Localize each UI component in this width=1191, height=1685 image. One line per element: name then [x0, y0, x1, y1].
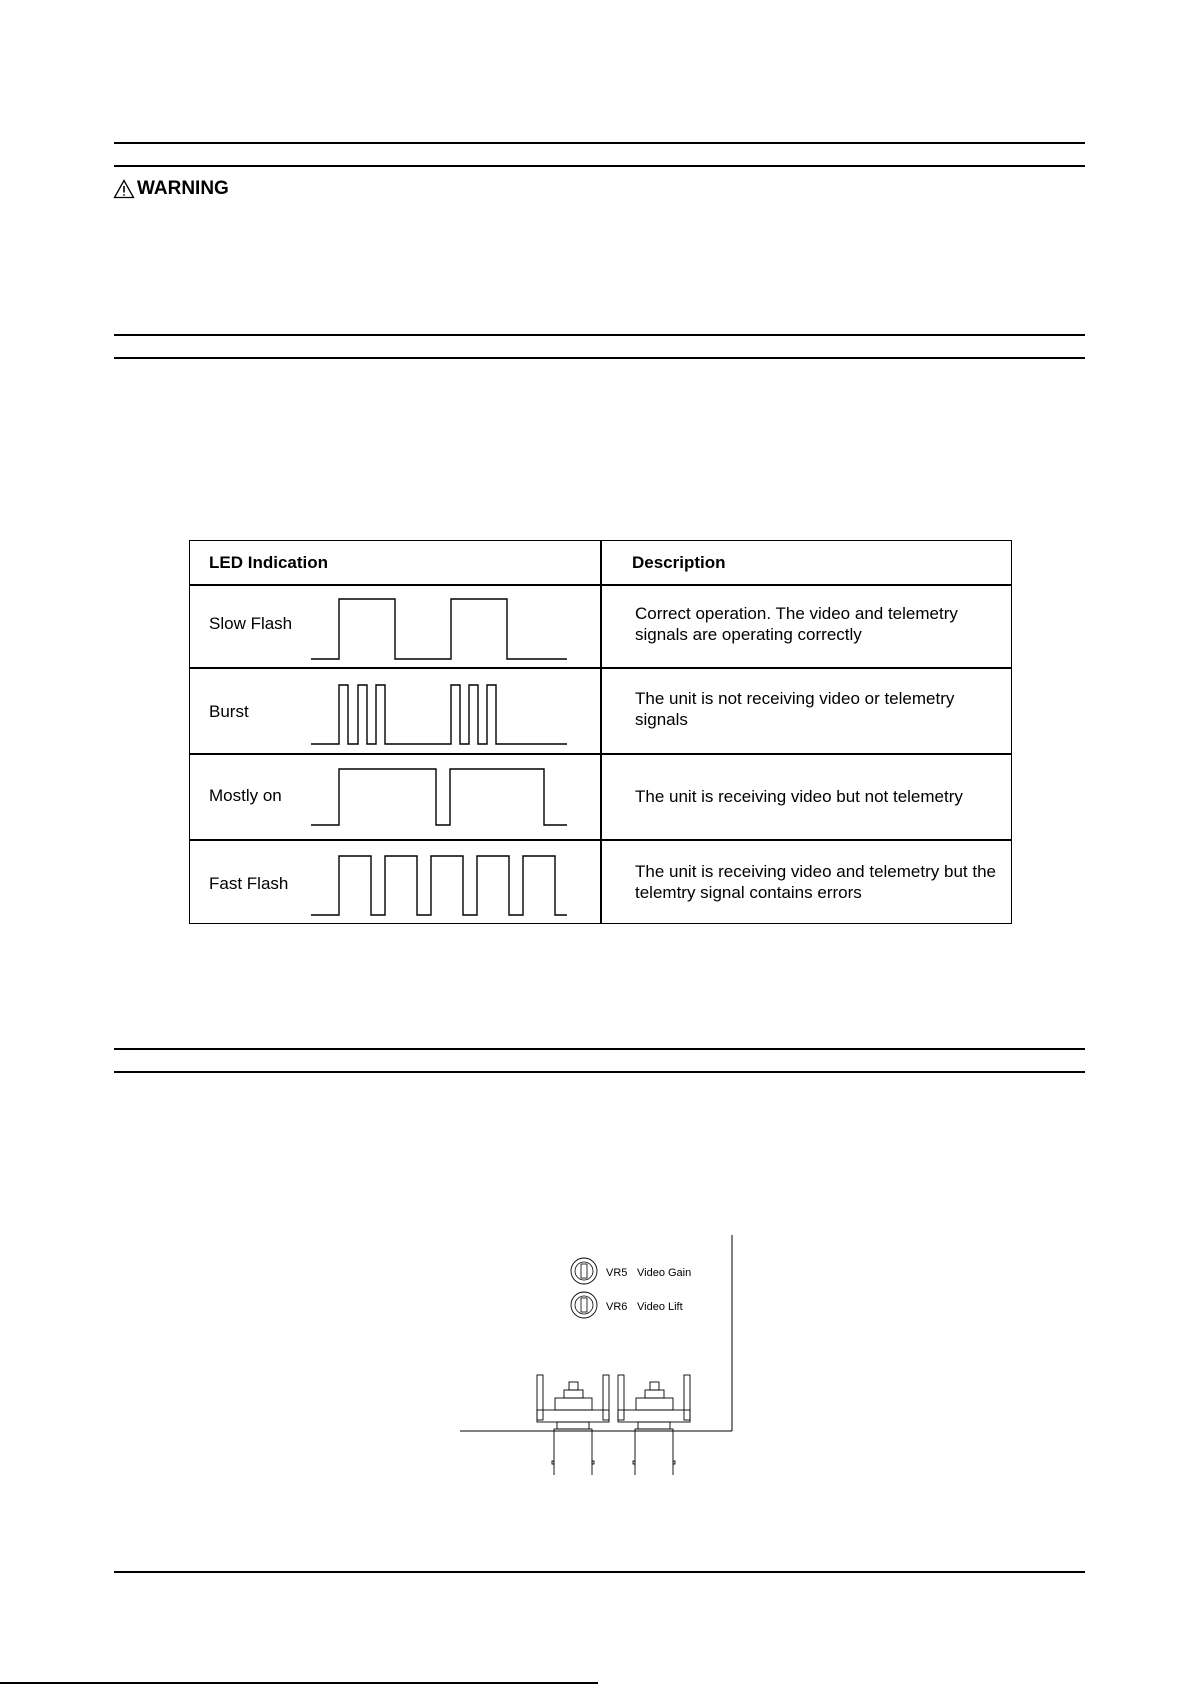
row-desc-fast-flash: The unit is receiving video and telemetry but the telemtry signal contains errors — [635, 862, 996, 902]
row-label-mostly-on: Mostly on — [209, 786, 282, 805]
fast-flash-waveform — [309, 853, 571, 925]
table-row-divider — [190, 584, 1011, 586]
row-label-burst: Burst — [209, 702, 249, 721]
vr6-label: Video Lift — [637, 1301, 683, 1313]
bottom-edge-rule — [0, 1682, 598, 1684]
bnc-connector-icon — [618, 1375, 690, 1475]
table-column-divider — [600, 541, 602, 923]
warning-heading — [113, 178, 229, 200]
table-row-divider — [190, 667, 1011, 669]
warning-label: WARNING — [137, 178, 229, 199]
footer-rule — [114, 1571, 1085, 1573]
burst-waveform — [309, 679, 571, 751]
section-rule-2a — [114, 334, 1085, 336]
header-description: Description — [632, 553, 726, 572]
vr5-label: Video Gain — [637, 1267, 692, 1279]
table-row-divider — [190, 753, 1011, 755]
section-rule-3b — [114, 1071, 1085, 1073]
section-rule-2b — [114, 357, 1085, 359]
section-rule-3a — [114, 1048, 1085, 1050]
vr5-id: VR5 — [606, 1267, 628, 1279]
row-desc-slow-flash: Correct operation. The video and telemetry signals are operating correctly — [635, 604, 958, 644]
row-desc-mostly-on: The unit is receiving video but not telemetry — [635, 787, 963, 806]
mostly-on-waveform — [309, 765, 571, 837]
connector-diagram — [460, 1235, 740, 1475]
table-row-divider — [190, 839, 1011, 841]
vr6-id: VR6 — [606, 1301, 628, 1313]
section-rule-1a — [114, 142, 1085, 144]
slow-flash-waveform — [309, 593, 571, 665]
vr5-potentiometer-icon — [571, 1258, 597, 1284]
row-desc-burst: The unit is not receiving video or telemetry signals — [635, 689, 955, 729]
section-rule-1b — [114, 165, 1085, 167]
header-led-indication: LED Indication — [209, 553, 328, 572]
row-label-slow-flash: Slow Flash — [209, 614, 293, 633]
led-indication-table — [189, 540, 1012, 924]
vr6-potentiometer-icon — [571, 1292, 597, 1318]
bnc-connector-icon — [537, 1375, 609, 1475]
warning-triangle-icon — [113, 179, 135, 199]
row-label-fast-flash: Fast Flash — [209, 874, 289, 893]
